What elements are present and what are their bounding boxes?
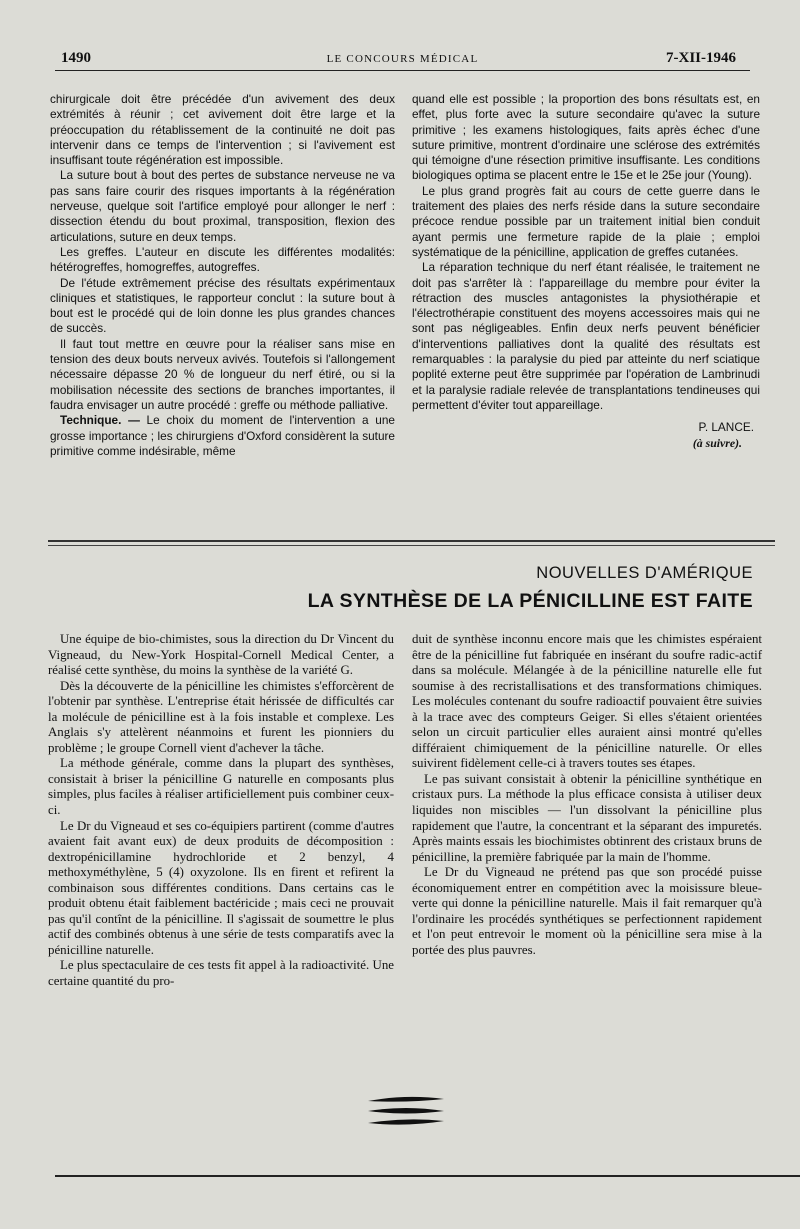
ornament-dash-icon [366,1092,446,1132]
section-divider [48,545,775,546]
paragraph: Le Dr du Vigneaud ne prétend pas que son procédé puisse économiquement entrer en compétition avec la moisissure bleue-verte qui donne la pénicilline naturelle. Mais il fait remarquer qu'à l'ordinaire les procédés synthétiques se perfectionnent rapidement et l'on peut entrevoir le moment où la pénicilline sera mise à la portée des plus pauvres. [412,865,762,957]
news-left-column [48,632,394,990]
paragraph: quand elle est possible ; la proportion des bons résultats est, en effet, plus forte avec la suture secondaire qu'avec la suture primitive ; les examens histologiques, faits après échec d'une suture primitive, montrent d'ordinaire une sclérose des extrémités qui témoigne d'une résection primitive insuffisante. Les conditions biologiques optima se placent entre le 15e et le 25e jour (Young). [412,92,760,183]
paragraph: Il faut tout mettre en œuvre pour la réaliser sans mise en tension des deux bouts nerveux avivés. Toutefois si l'allongement nécessaire dépasse 20 % de longueur du nerf étiré, ou si la mobilisation nécessite des sections de branches importantes, il faudra envisager un autre procédé : greffe ou méthode palliative. [50,336,395,412]
paragraph: chirurgicale doit être précédée d'un avivement des deux extrémités à réunir ; cet avivement doit être large et la préoccupation du rétablissement de la continuité ne doit pas intervenir dans ce temps de l'intervention ; si l'avivement est insuffisant toute régénération est impossible. [50,92,395,168]
technique-paragraph [50,413,395,459]
paragraph: Le Dr du Vigneaud et ses co-équipiers partirent (comme d'autres avaient fait avant eux) de deux produits de décomposition : dextropénicillamine hydrochloride et 2 benzyl, 4 methoxyméthylène, 5 (4) oxyzolone. Ils en firent et refirent la combinaison sous différentes conditions. Dans certains cas le produit obtenu était faiblement bactéricide ; mais ceci ne prouvait pas qu'il contînt de la pénicilline. Il s'agissait de soumettre le plus actif des combinés obtenus à une série de tests comparatifs avec la pénicilline naturelle. [48,818,394,957]
paragraph: Dès la découverte de la pénicilline les chimistes s'efforcèrent de l'obtenir par synthèse. L'entreprise était hérissée de difficultés car la molécule de pénicilline est à la fois instable et complexe. Les Anglais s'y attelèrent néanmoins et furent les pionniers du problème ; le groupe Cornell vient d'achever la tâche. [48,678,394,755]
article-left-column [50,92,395,459]
article-headline: LA SYNTHÈSE DE LA PÉNICILLINE EST FAITE [307,590,753,612]
paragraph: Le plus spectaculaire de ces tests fit appel à la radioactivité. Une certaine quantité du pro- [48,958,394,989]
paragraph: La réparation technique du nerf étant réalisée, le traitement ne doit pas s'arrêter là : l'appareillage du membre pour éviter la rétraction des muscles antagonistes la physiothérapie et l'électrothérapie constituent des moyens accessoires mais qui ne sont pas négligeables. Enfin deux nerfs peuvent bénéficier d'interventions palliatives dont la qualité des résultats est remarquables : la paralysie du pied par atteinte du nerf sciatique poplité externe peut être supprimée par l'opération de Lambrinudi et la paralysie radiale relevée de transplantations tendineuses qui permettent d'éviter tout appareillage. [412,260,760,412]
author-signature: P. LANCE. [698,420,754,435]
bottom-rule [55,1175,800,1177]
technique-text: Le choix du moment de l'intervention a une grosse importance ; les chirurgiens d'Oxford considèrent la suture primitive comme indésirable, même [50,413,395,458]
paragraph: Une équipe de bio-chimistes, sous la direction du Dr Vincent du Vigneaud, du New-York Hospital-Cornell Medical Center, a réalisé cette synthèse, du moins la synthèse de la variété G. [48,632,394,678]
section-kicker: NOUVELLES D'AMÉRIQUE [536,564,753,582]
news-right-column [412,632,762,958]
paragraph: Le plus grand progrès fait au cours de cette guerre dans le traitement des plaies des nerfs réside dans la suture secondaire précoce rendue possible par un traitement initial bien conduit ayant permis une fermeture rapide de la plaie ; emploi systématique de la pénicilline, application de greffes cutanées. [412,183,760,259]
to-be-continued: (à suivre). [692,436,742,451]
paragraph: duit de synthèse inconnu encore mais que les chimistes espéraient être de la pénicilline fut fabriquée en insérant du soufre radic-actif dans sa molécule. Mélangée à de la pénicilline naturelle elle fut soumise à des recristallisations et des transformations chimiques. Les molécules contenant du soufre radioactif pouvaient être suivies à la trace avec des compteurs Geiger. Si elles s'étaient orientées selon un circuit particulier elles auraient ainsi montré qu'elles différaient chimiquement de la pénicilline naturelle. Or elles suivirent fidèlement celle-ci à travers toutes ses étapes. [412,632,762,771]
article-right-column [412,92,760,451]
paragraph: La méthode générale, comme dans la plupart des synthèses, consistait à briser la pénicilline G naturelle en composants plus simples, plus faciles à réaliser artificiellement puis combiner ceux-ci. [48,756,394,818]
running-header [55,46,750,71]
paragraph: Les greffes. L'auteur en discute les différentes modalités: hétérogreffes, homogreffes, autogreffes. [50,244,395,275]
paragraph: De l'étude extrêmement précise des résultats expérimentaux cliniques et statistiques, le rapporteur conclut : la suture bout à bout est le procédé qui de loin donne les plus grandes chances de succès. [50,275,395,336]
technique-label: Technique. — [60,413,140,428]
journal-title: LE CONCOURS MÉDICAL [326,53,479,65]
paragraph: Le pas suivant consistait à obtenir la pénicilline synthétique en cristaux purs. La méthode la plus efficace consista à utiliser deux liquides non miscibles — l'un dissolvant la pénicilline plus rapidement que l'autre, la concentrant et la séparant des impuretés. Après maints essais les biochimistes obtinrent des cristaux bruns de pénicilline, la première fabriquée par la main de l'homme. [412,771,762,864]
page-number: 1490 [61,50,91,66]
issue-date: 7-XII-1946 [666,50,736,66]
paragraph: La suture bout à bout des pertes de substance nerveuse ne va pas sans faire courir des risques importants à la régénération nerveuse, quelque soit l'artifice employé pour allonger le nerf : dissection étendu du bout proximal, transposition, flexion des articulations, suture en deux temps. [50,168,395,244]
section-divider [48,540,775,542]
